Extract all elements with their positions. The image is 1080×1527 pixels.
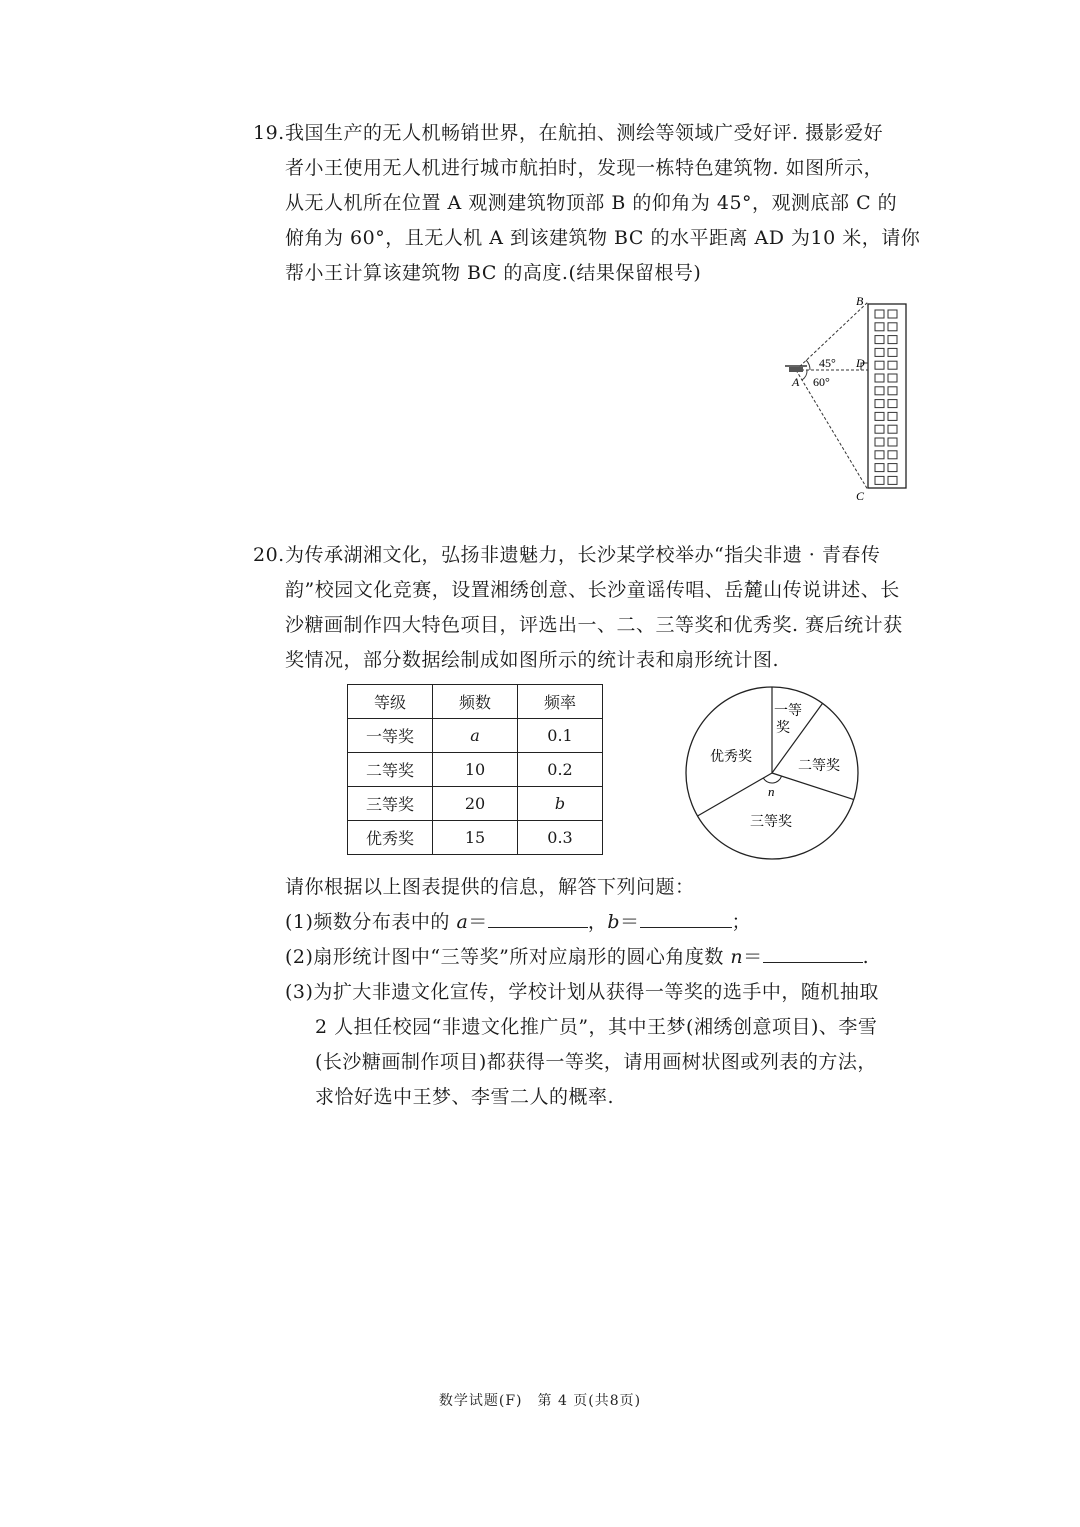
building-window: [875, 336, 884, 344]
building-window: [875, 425, 884, 433]
table-cell: 15: [433, 821, 518, 855]
building: [868, 304, 906, 488]
q20-sub-3-line-2: 2 人担任校园“非遗文化推广员”，其中王梦(湘绣创意项目)、李雪: [315, 1016, 878, 1038]
building-window: [875, 387, 884, 395]
label-b: B: [856, 294, 864, 308]
table-cell: b: [518, 787, 603, 821]
table-header-row: [348, 685, 603, 719]
drone-building-figure: [780, 292, 920, 504]
building-window: [888, 387, 897, 395]
page-footer: 数学试题(F) 第 4 页(共8页): [438, 1393, 642, 1409]
drone-icon: [785, 366, 807, 372]
building-window: [888, 323, 897, 331]
building-window: [888, 400, 897, 408]
pie-label-angle-n: n: [768, 784, 775, 799]
table-cell: 二等奖: [348, 753, 433, 787]
pie-label-second: 二等奖: [798, 758, 840, 774]
table-row: [348, 787, 603, 821]
building-window: [888, 348, 897, 356]
q20-intro: 请你根据以上图表提供的信息，解答下列问题：: [285, 876, 695, 898]
question-20-number: 20.: [253, 544, 285, 566]
angle-45-label: 45°: [819, 356, 836, 370]
angle-arc-45: [806, 360, 810, 370]
sight-line-ac: [796, 370, 868, 490]
building-window: [875, 361, 884, 369]
q20-line-4: 奖情况，部分数据绘制成如图所示的统计表和扇形统计图.: [285, 649, 780, 671]
pie-label-excellent: 优秀奖: [710, 749, 752, 765]
building-window: [888, 464, 897, 472]
building-window: [888, 451, 897, 459]
q20-sub-3-line-1: (3)为扩大非遗文化宣传，学校计划从获得一等奖的选手中，随机抽取: [285, 981, 879, 1003]
table-cell: a: [433, 719, 518, 753]
table-cell: 20: [433, 787, 518, 821]
building-window: [875, 400, 884, 408]
label-d: D: [856, 356, 865, 370]
building-window: [875, 348, 884, 356]
question-19-number: 19.: [253, 122, 285, 144]
building-window: [875, 476, 884, 484]
table-row: [348, 719, 603, 753]
var-b: b: [607, 911, 620, 933]
building-window: [875, 412, 884, 420]
pie-radius-lower-right: [772, 773, 854, 800]
table-cell: 0.3: [518, 821, 603, 855]
building-window: [888, 374, 897, 382]
building-window: [888, 476, 897, 484]
building-window: [888, 310, 897, 318]
table-cell: 优秀奖: [348, 821, 433, 855]
building-window: [875, 374, 884, 382]
frequency-table: [347, 684, 603, 855]
var-n: n: [730, 946, 744, 968]
table-header: 等级: [348, 685, 433, 719]
table-header: 频率: [518, 685, 603, 719]
table-cell: 一等奖: [348, 719, 433, 753]
building-window: [875, 438, 884, 446]
q19-line-3: 从无人机所在位置 A 观测建筑物顶部 B 的仰角为 45°，观测底部 C 的: [285, 192, 898, 214]
angle-60-label: 60°: [813, 375, 830, 389]
table-cell: 三等奖: [348, 787, 433, 821]
q20-line-1: 为传承湖湘文化，弘扬非遗魅力，长沙某学校举办“指尖非遗 · 青春传: [285, 544, 881, 566]
table-header: 频数: [433, 685, 518, 719]
question-19: [253, 116, 923, 291]
table-row: [348, 821, 603, 855]
angle-n-arc: [763, 776, 781, 783]
answer-blank-a[interactable]: [488, 909, 588, 928]
building-window: [875, 451, 884, 459]
q19-line-2: 者小王使用无人机进行城市航拍时，发现一栋特色建筑物. 如图所示，: [285, 157, 884, 179]
pie-label-first-1: 一等: [774, 703, 802, 719]
table-cell: 0.1: [518, 719, 603, 753]
building-window: [888, 361, 897, 369]
q19-line-1: 我国生产的无人机畅销世界，在航拍、测绘等领域广受好评. 摄影爱好: [285, 122, 884, 144]
answer-blank-b[interactable]: [640, 909, 732, 928]
q19-line-5: 帮小王计算该建筑物 BC 的高度.(结果保留根号): [285, 262, 702, 284]
building-window: [888, 438, 897, 446]
building-window: [888, 336, 897, 344]
q20-line-3: 沙糖画制作四大特色项目，评选出一、二、三等奖和优秀奖. 赛后统计获: [285, 614, 903, 636]
building-window: [888, 425, 897, 433]
building-window: [888, 412, 897, 420]
table-cell: 0.2: [518, 753, 603, 787]
pie-radius-lower-left: [698, 773, 773, 816]
building-window: [875, 464, 884, 472]
var-a: a: [456, 911, 469, 933]
q20-line-2: 韵”校园文化竞赛，设置湘绣创意、长沙童谣传唱、岳麓山传说讲述、长: [285, 579, 900, 601]
building-window: [875, 323, 884, 331]
label-a: A: [792, 375, 800, 389]
q20-sub-1: (1)频数分布表中的 a＝ ，b＝ ；: [285, 911, 752, 933]
label-c: C: [856, 489, 865, 503]
pie-chart: [683, 684, 861, 862]
pie-label-first-2: 奖: [776, 720, 790, 736]
q20-sub-3-line-4: 求恰好选中王梦、李雪二人的概率.: [315, 1086, 615, 1108]
q20-sub-3-line-3: (长沙糖画制作项目)都获得一等奖，请用画树状图或列表的方法，: [315, 1051, 877, 1073]
pie-label-third: 三等奖: [750, 814, 792, 830]
building-windows: [875, 310, 897, 484]
q20-sub-2: (2)扇形统计图中“三等奖”所对应扇形的圆心角度数 n＝ .: [285, 946, 870, 968]
q19-line-4: 俯角为 60°，且无人机 A 到该建筑物 BC 的水平距离 AD 为10 米，请你: [285, 227, 921, 249]
building-window: [875, 310, 884, 318]
answer-blank-n[interactable]: [763, 944, 863, 963]
table-cell: 10: [433, 753, 518, 787]
table-row: [348, 753, 603, 787]
question-20: [253, 538, 923, 678]
